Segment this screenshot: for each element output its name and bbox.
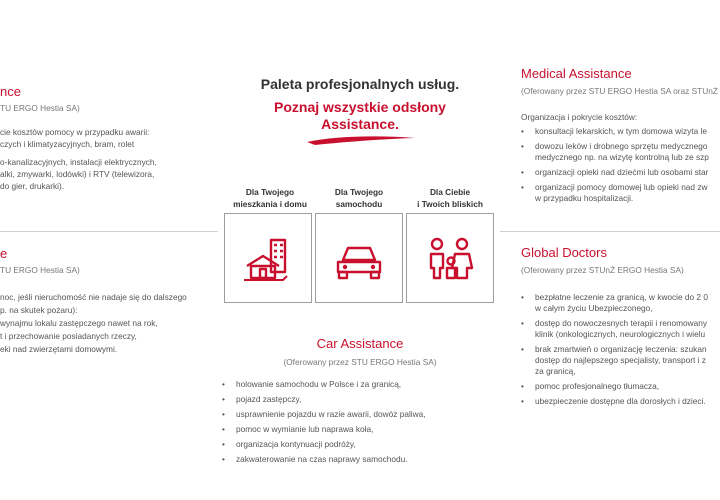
list-item: • pomoc w wymianie lub naprawa koła, bbox=[222, 424, 426, 435]
connector-line-right bbox=[500, 231, 720, 232]
list-item bbox=[521, 182, 709, 204]
list-item bbox=[521, 126, 709, 137]
list-item-text: pomoc profesjonalnego tłumacza, bbox=[535, 381, 660, 391]
left-section-home bbox=[0, 84, 80, 113]
car-assistance-sub: (Oferowany przez STU ERGO Hestia SA) bbox=[283, 357, 437, 367]
global-doctors-section bbox=[521, 245, 684, 275]
category-home-line1: Dla Twojego bbox=[245, 187, 295, 197]
medical-assistance-title: Medical Assistance bbox=[521, 66, 632, 81]
list-item-text: brak zmartwień o organizację leczenia: szukan bbox=[535, 344, 707, 354]
left-home-line: alki, zmywarki, lodówki) i RTV (telewizora, bbox=[0, 169, 155, 179]
list-item-text: ubezpieczenie dostępne dla dorosłych i dzieci. bbox=[535, 396, 706, 406]
list-item-text: w całym życiu Ubezpieczonego, bbox=[535, 303, 653, 313]
brush-stroke-decoration bbox=[305, 134, 417, 146]
list-item bbox=[521, 318, 708, 340]
left-property-line: noc, jeśli nieruchomość nie nadaje się do dalszego bbox=[0, 292, 187, 302]
list-item bbox=[521, 344, 708, 377]
category-car-box[interactable] bbox=[315, 213, 403, 303]
car-assistance-list bbox=[222, 379, 426, 469]
list-item-text: dostęp do najlepszego specjalisty, transport i z bbox=[535, 355, 706, 365]
list-item-text: organizacji opieki nad dziećmi lub osobami star bbox=[535, 167, 709, 177]
car-assistance-title: Car Assistance bbox=[316, 336, 404, 351]
left-property-line: t i przechowanie posiadanych rzeczy, bbox=[0, 331, 137, 341]
left-home-line: czych i klimatyzacyjnych, bram, rolet bbox=[0, 139, 135, 149]
category-family-line1: Dla Ciebie bbox=[429, 187, 471, 197]
global-doctors-sub: (Oferowany przez STUnŻ ERGO Hestia SA) bbox=[521, 265, 684, 275]
category-family-line2: i Twoich bliskich bbox=[417, 199, 483, 209]
category-family-label bbox=[402, 186, 498, 210]
left-section-property bbox=[0, 246, 80, 275]
category-car-line2: samochodu bbox=[335, 199, 383, 209]
list-item-text: klinik (onkologicznych, neurologicznych i wielu bbox=[535, 329, 706, 339]
left-property-line: p. na skutek pożaru): bbox=[0, 305, 78, 315]
list-item-text: organizacji pomocy domowej lub opieki nad zw bbox=[535, 182, 708, 192]
category-home-label bbox=[222, 186, 318, 210]
left-home-line: do gier, drukarki). bbox=[0, 181, 65, 191]
medical-assistance-section bbox=[521, 66, 718, 96]
car-assistance-section bbox=[250, 336, 470, 367]
list-item-text: za granicą, bbox=[535, 366, 576, 376]
left-section-property-title: e bbox=[0, 246, 8, 261]
list-item-text: konsultacji lekarskich, w tym domowa wizyta le bbox=[535, 126, 707, 136]
left-home-line: o-kanalizacyjnych, instalacji elektrycznych, bbox=[0, 157, 157, 167]
left-section-home-title: nce bbox=[0, 84, 21, 99]
category-family-box[interactable] bbox=[406, 213, 494, 303]
left-section-home-sub: TU ERGO Hestia SA) bbox=[0, 103, 80, 113]
left-section-property-sub: TU ERGO Hestia SA) bbox=[0, 265, 80, 275]
page-subtitle-line2: Assistance. bbox=[321, 116, 399, 132]
medical-assistance-list bbox=[521, 126, 709, 208]
global-doctors-title: Global Doctors bbox=[521, 245, 607, 260]
category-home-line2: mieszkania i domu bbox=[233, 199, 307, 209]
page-title: Paleta profesjonalnych usług. bbox=[260, 76, 460, 92]
connector-line-left bbox=[0, 231, 218, 232]
list-item: • organizacja kontynuacji podróży, bbox=[222, 439, 426, 450]
list-item bbox=[521, 141, 709, 163]
list-item bbox=[521, 167, 709, 178]
left-home-line: cie kosztów pomocy w przypadku awarii: bbox=[0, 127, 150, 137]
house-icon bbox=[225, 214, 311, 302]
left-section-home-body bbox=[0, 126, 157, 192]
medical-assistance-sub: (Oferowany przez STU ERGO Hestia SA oraz STUnŻ bbox=[521, 86, 718, 96]
left-property-line: wynajmu lokalu zastępczego nawet na rok, bbox=[0, 318, 158, 328]
category-car-label bbox=[311, 186, 407, 210]
page-subtitle-line1: Poznaj wszystkie odsłony bbox=[274, 99, 446, 115]
header bbox=[220, 76, 500, 132]
list-item-text: dostęp do nowoczesnych terapii i renomowany bbox=[535, 318, 708, 328]
list-item: • zakwaterowanie na czas naprawy samochodu. bbox=[222, 454, 426, 465]
list-item: • usprawnienie pojazdu w razie awarii, dowóz paliwa, bbox=[222, 409, 426, 420]
list-item bbox=[521, 396, 708, 407]
list-item: • pojazd zastępczy, bbox=[222, 394, 426, 405]
category-car-line1: Dla Twojego bbox=[334, 187, 384, 197]
list-item: • holowanie samochodu w Polsce i za granicą, bbox=[222, 379, 426, 390]
list-item bbox=[521, 292, 708, 314]
left-property-line: eki nad zwierzętami domowymi. bbox=[0, 344, 118, 354]
medical-assistance-intro: Organizacja i pokrycie kosztów: bbox=[521, 112, 638, 122]
list-item-text: w przypadku hospitalizacji. bbox=[535, 193, 634, 203]
category-home-box[interactable] bbox=[224, 213, 312, 303]
list-item-text: dowozu leków i drobnego sprzętu medycznego bbox=[535, 141, 708, 151]
list-item-text: bezpłatne leczenie za granicą, w kwocie do 2 0 bbox=[535, 292, 708, 302]
list-item bbox=[521, 381, 708, 392]
family-icon bbox=[407, 214, 493, 302]
car-icon bbox=[316, 214, 402, 302]
list-item-text: medycznego np. na wizytę kontrolną lub ze szp bbox=[535, 152, 709, 162]
left-section-property-body bbox=[0, 291, 187, 356]
global-doctors-list bbox=[521, 292, 708, 411]
